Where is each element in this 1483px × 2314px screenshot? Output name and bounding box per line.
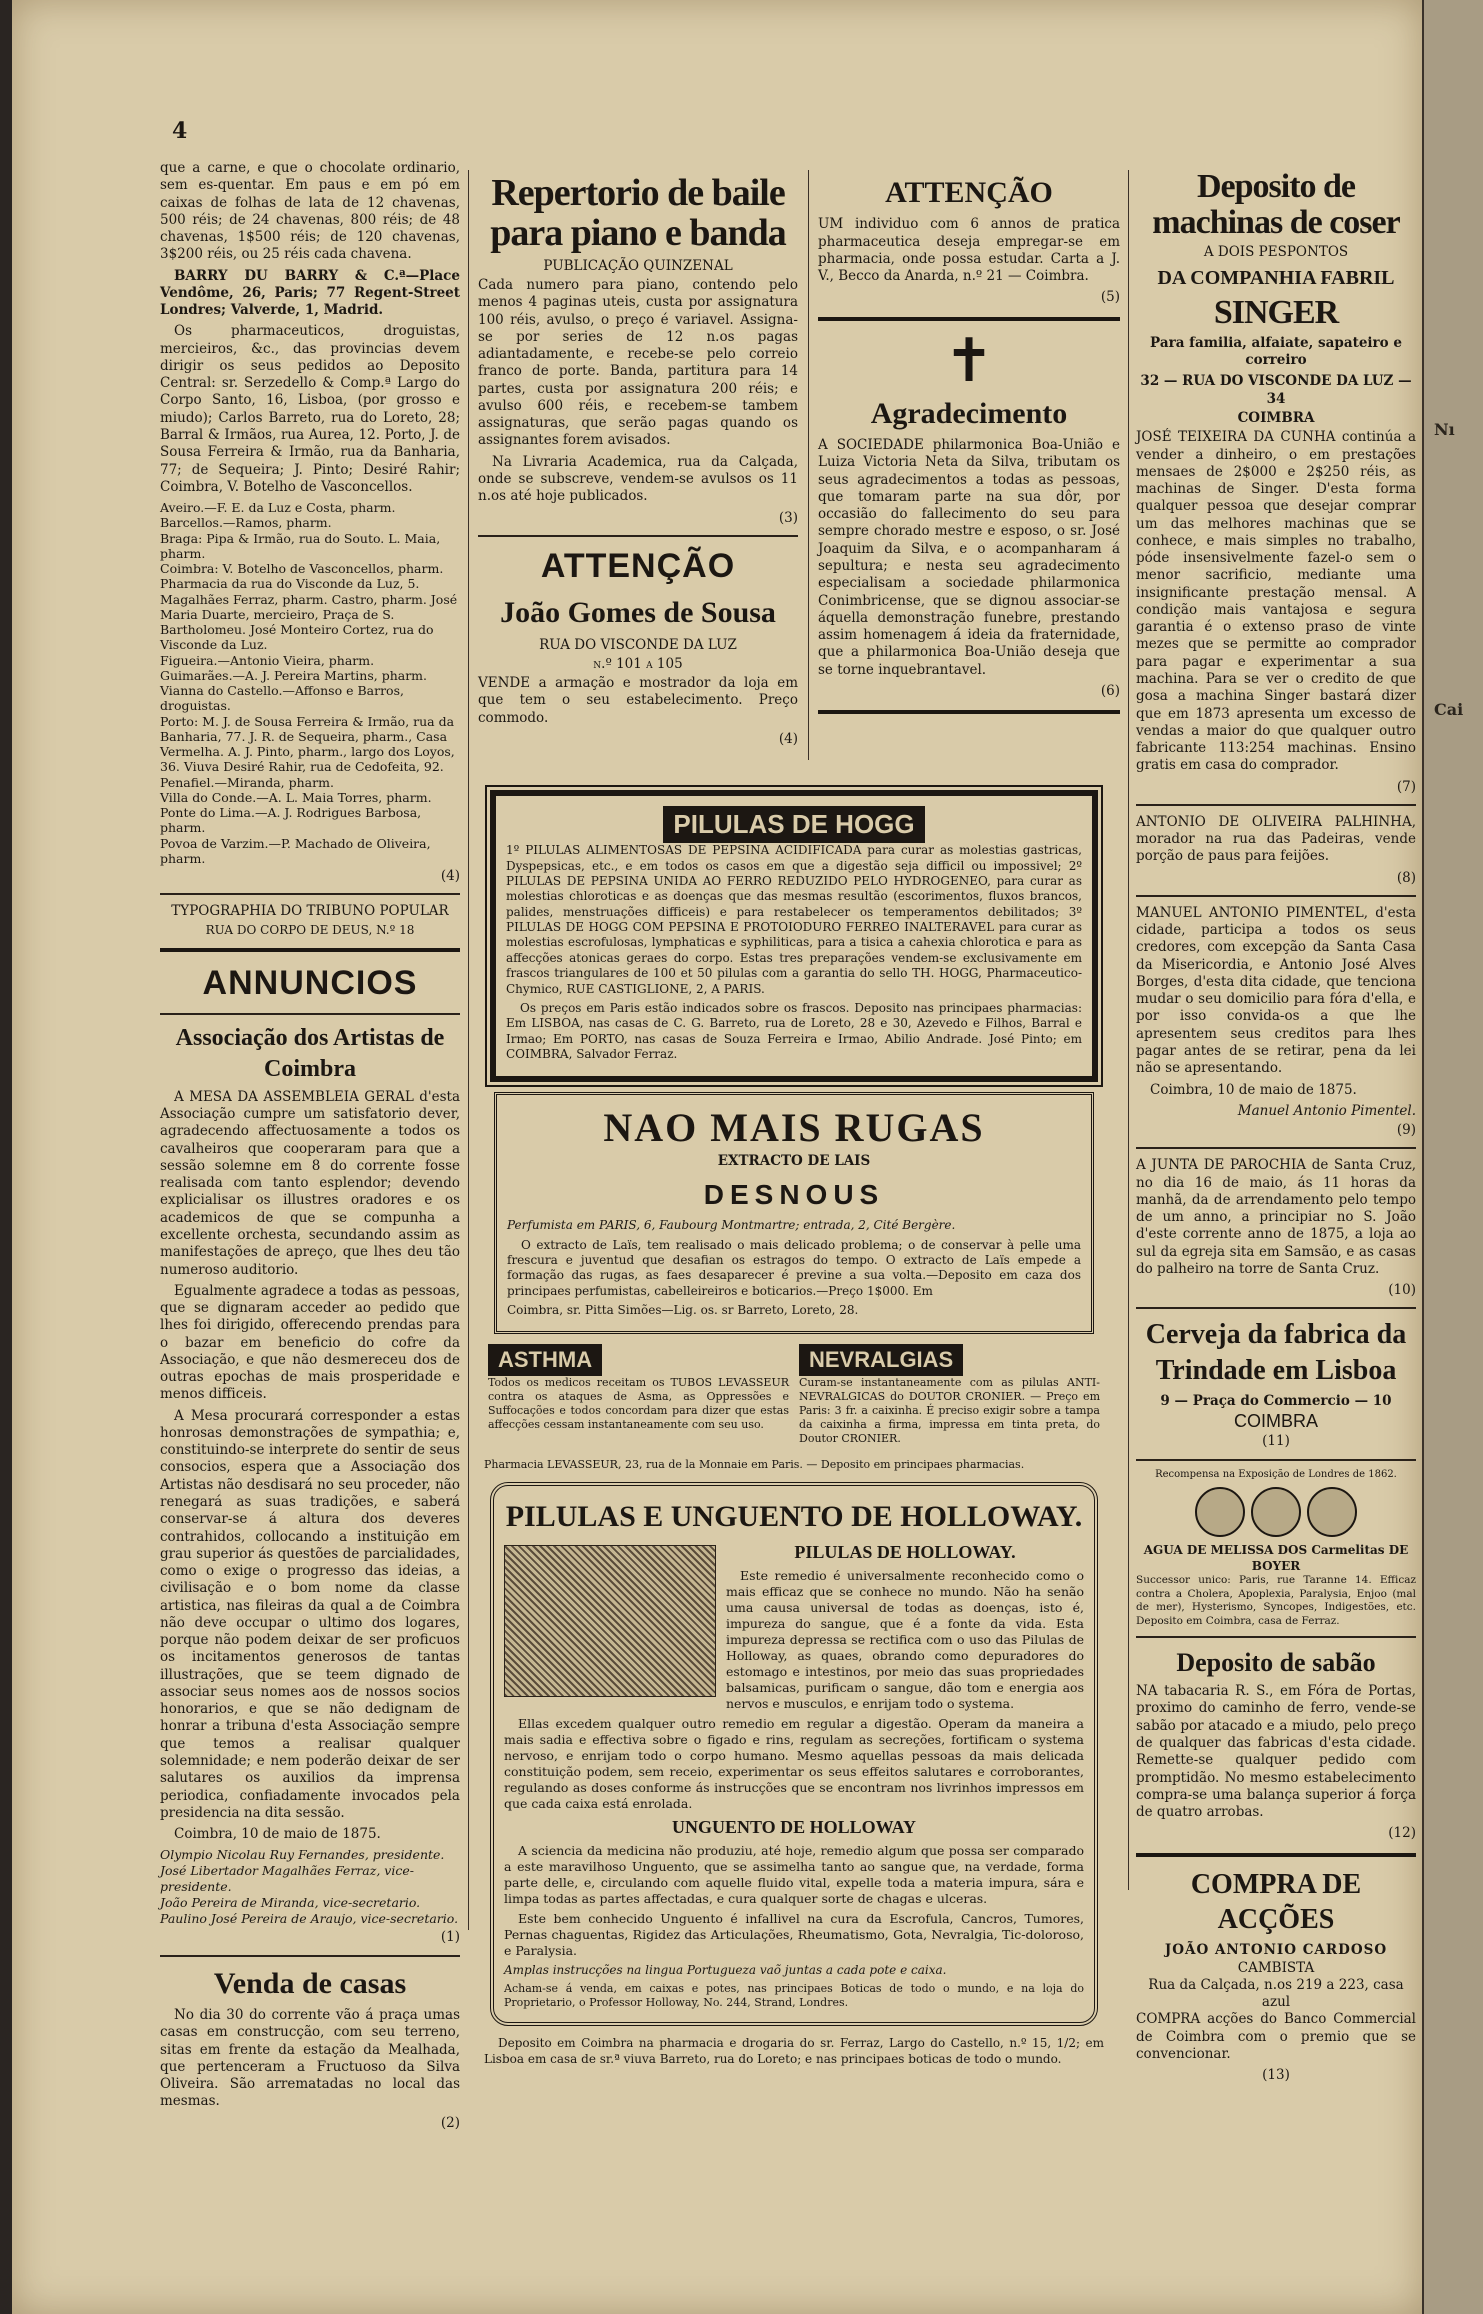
singer-subtitle-2: DA COMPANHIA FABRIL [1157, 266, 1395, 289]
pimentel-signature: Manuel Antonio Pimentel. [1237, 1102, 1416, 1119]
singer-brand: SINGER [1213, 294, 1339, 332]
chocolate-text: que a carne, e que o chocolate ordinario, sem es-quentar. Em paus e em pó em caixas de folhas de lata de 12 chavenas, 500 réis; de 24 chavenas, 800 réis; de 48 chavenas, 1$500 réis; de 120 chavenas, 3$200 réis, ou 25 réis cada chavena. [160, 160, 460, 263]
divider [818, 317, 1120, 321]
attencao-address: RUA DO VISCONDE DA LUZ [539, 636, 737, 653]
typography-address: RUA DO CORPO DE DEUS, N.º 18 [205, 922, 415, 937]
holloway-pills-heading: PILULAS DE HOLLOWAY. [794, 1541, 1016, 1562]
attencao-title: ATTENÇÃO [540, 546, 736, 585]
ref-number: (6) [1100, 682, 1120, 699]
ref-number: (11) [1262, 1433, 1290, 1450]
agent-aveiro: Aveiro.—F. E. da Luz e Costa, pharm. [160, 500, 396, 516]
agent-figueira: Figueira.—Antonio Vieira, pharm. [160, 652, 375, 668]
divider [1136, 1853, 1416, 1857]
repertorio-title: Repertorio de baile para piano e banda [490, 172, 786, 254]
annuncios-heading: ANNUNCIOS [202, 963, 418, 1002]
page-number: 4 [172, 118, 188, 144]
column-rule [808, 170, 809, 760]
venda-text: No dia 30 do corrente vão á praça umas casas em construcção, com seu terreno, sitas em frente da estação da Mealhada, que pertenceram a Fructuoso da Silva Oliveira. São arrematadas no local das mesmas. [160, 2006, 460, 2110]
ref-number: (7) [1396, 778, 1416, 795]
melissa-text: Successor unico: Paris, rue Taranne 14. Efficaz contra a Cholera, Apoplexia, Paralysia, Enjoo (mal de mer), Hysterismo, Syncopes, Indigestões, etc. Deposito em Coimbra, casa de Ferraz. [1136, 1574, 1416, 1627]
column-1 [160, 160, 460, 2138]
wide-ads [484, 780, 1104, 2071]
assoc-paragraph-1: A MESA DA ASSEMBLEIA GERAL d'esta Associação cumpre um satisfatorio dever, agradecendo affectuosamente a todos os cavalheiros que cooperaram para que a sessão solemne em 8 do corrente fosse realisada com tanto esplendor; devendo explicialisar os illustres oradores e os academicos de que se compunha a excellente orchesta, secundando assim as manifestações de apreço, que lhes deu tão numeroso auditorio. [160, 1088, 460, 1278]
column-5 [1136, 165, 1416, 2084]
hogg-deposit: Os preços em Paris estão indicados sobre os frascos. Deposito nas principaes pharmacias: Em LISBOA, nas casas de C. G. Barreto, rua de Loreto, 28 e 30, Azevedo e Filhos, Barral e Irmao; Em PORTO, nas casas de Souza Ferreira e Irmao, Abilio Andrade. José Pinto; em COIMBRA, Salvador Ferraz. [506, 1000, 1082, 1061]
melissa-title: AGUA DE MELISSA DOS Carmelitas DE BOYER [1143, 1543, 1409, 1573]
holloway-title: PILULAS E UNGUENTO DE HOLLOWAY. [505, 1500, 1083, 1534]
ref-number: (4) [778, 731, 798, 747]
medal-icon [1195, 1487, 1245, 1537]
agent-guimaraes: Guimarães.—A. J. Pereira Martins, pharm. [160, 667, 427, 683]
divider [160, 1013, 460, 1015]
hogg-ad [490, 790, 1098, 1082]
assoc-signature: Paulino José Pereira de Araujo, vice-secretario. [160, 1911, 459, 1927]
medals [1136, 1487, 1416, 1537]
column-rule [468, 170, 469, 1930]
agent-vianna: Vianna do Castello.—Affonso e Barros, droguistas. [160, 683, 404, 714]
agent-barcellos: Barcellos.—Ramos, pharm. [160, 515, 332, 531]
agent-ponte-lima: Ponte do Lima.—A. J. Rodrigues Barbosa, pharm. [160, 805, 422, 836]
holloway-text-4: Este bem conhecido Unguento é infallivel na cura da Escrofula, Cancros, Tumores, Pernas chaguentas, Rigidez das Articulações, Rheumatismo, Gota, Nevralgia, Tic-doloroso, e Paralysia. [504, 1910, 1084, 1958]
assoc-paragraph-3: A Mesa procurará corresponder a estas honrosas demonstrações de sympathia; e, constituindo-se interprete do sentir de seus consocios, espera que a Associação dos Artistas não desdisará no seu proceder, não renegará as suas tradições, e saberá conservar-se á altura dos deveres contrahidos, collocando a instituição em grau superior ás questões de parcialidades, como o exige o progresso das ideias, a civilisação e o bom nome da classe artistica, nas fileiras da qual a de Coimbra não deve occupar o ultimo dos logares, porque não podem deixar de ser proficuos os incitamentos generosos de tantas illustrações, que se teem dignado de associar seus nomes aos de nossos socios honorarios, e que se não dedignam de honrar a tribuna d'esta Associação sempre que temos a realisar qualquer solemnidade; e nem poderão deixar de ser salutares os auxilios da imprensa periodica, confiadamente invocados pela presidencia na dita sessão. [160, 1407, 460, 1821]
assoc-date: Coimbra, 10 de maio de 1875. [174, 1826, 381, 1843]
rugas-address: Perfumista em PARIS, 6, Faubourg Montmartre; entrada, 2, Cité Bergère. [507, 1218, 956, 1233]
holloway-sold: Acham-se á venda, em caixas e potes, nas principaes Boticas de todo o mundo, e na loja do Proprietario, o Professor Holloway, No. 244, Strand, Londres. [504, 1981, 1084, 2010]
ref-number: (12) [1388, 1825, 1416, 1842]
rugas-subtitle: EXTRACTO DE LAIS [717, 1153, 871, 1170]
attencao-name: João Gomes de Sousa [500, 596, 776, 630]
ref-number: (9) [1396, 1122, 1416, 1139]
holloway-instructions: Amplas instrucções na lingua Portugueza vaõ juntas a cada pote e caixa. [504, 1962, 947, 1977]
cerveja-city: COIMBRA [1233, 1411, 1318, 1432]
asthma-block [488, 1344, 789, 1451]
levasseur-footer: Pharmacia LEVASSEUR, 23, rua de la Monnaie em Paris. — Deposito em principaes pharmacias. [484, 1458, 1025, 1472]
holloway-ad [490, 1482, 1098, 2026]
deposit-text: Os pharmaceuticos, droguistas, mercieiros, &c., das provincias devem dirigir os seus pedidos ao Deposito Central: sr. Serzedello & Comp.ª Largo do Corpo Santo, 16, Lisboa, (por grosso e miudo); Carlos Barreto, rua do Loreto, 28; Barral & Irmãos, rua Aurea, 12. Porto, J. de Sousa Ferreira & Irmão, rua da Banharia, 77; de Sequeira; J. Pinto; Desiré Rahir; Coimbra, V. Botelho de Vasconcellos. [160, 323, 460, 495]
divider [1136, 1307, 1416, 1309]
holloway-deposit: Deposito em Coimbra na pharmacia e drogaria do sr. Ferraz, Largo do Castello, n.º 15, 1/2; em Lisboa em casa de sr.ª viuva Barreto, rua do Loreto; e nas principaes boticas de todo o mundo. [484, 2036, 1104, 2066]
repertorio-text: Cada numero para piano, contendo pelo menos 4 paginas uteis, custa por assignatura 100 réis, avulso, o preço é variavel. Assigna-se por series de 12 n.os pagas adiantadamente, e recebe-se pelo correio franco de porte. Banda, partitura para 14 partes, custa por assignatura 200 réis; e avulso 600 réis, e recebem-se tambem assignaturas, que serão pagas quando os assignantes forem avisados. [478, 277, 798, 449]
ref-number: (4) [440, 868, 460, 885]
sabao-text: NA tabacaria R. S., em Fóra de Portas, proximo do caminho de ferro, vende-se sabão por atacado e a miudo, pelo preço de qualquer das fabricas d'esta cidade. Remette-se qualquer pedido com promptidão. No mesmo estabelecimento compra-se uma balança superior á força de quatro arrobas. [1136, 1683, 1416, 1821]
ref-number: (8) [1396, 869, 1416, 886]
agradecimento-text: A SOCIEDADE philarmonica Boa-União e Luiza Victoria Neta da Silva, tributam os seus agradecimentos a todas as pessoas, que tomaram parte na sua dôr, por occasião do fallecimento do seu para sempre chorado mestre e esposo, o sr. José Joaquim da Silva, e o acompanharam á sepultura; e nesta seu agradecimento especialisam a sociedade philarmonica Conimbricense, que se dignou associar-se áquella demonstração funebre, prestando assim homenagem á ideia da fraternidade, que a philarmonica Boa-União deseja que se torne inquebrantavel. [818, 437, 1120, 678]
adjacent-page-edge [1422, 0, 1483, 2314]
rugas-brand: DESNOUS [703, 1178, 885, 1210]
accoes-address: Rua da Calçada, n.os 219 a 223, casa azul [1148, 1976, 1404, 2011]
agent-penafiel: Penafiel.—Miranda, pharm. [160, 774, 334, 790]
accoes-name: JOÃO ANTONIO CARDOSO [1164, 1942, 1388, 1959]
junta-text: A JUNTA DE PAROCHIA de Santa Cruz, no dia 16 de maio, ás 11 horas da manhã, da de arrendamento pelo tempo de um anno, a principiar no S. João d'este corrente anno de 1875, a loja ao sul da egreja sita em Samsão, e as casas do palheiro na torre de Santa Cruz. [1136, 1157, 1416, 1277]
pimentel-text: MANUEL ANTONIO PIMENTEL, d'esta cidade, participa a todos os seus credores, com excepção da Santa Casa da Misericordia, e Antonio José Alves Borges, d'esta dita cidade, que tenciona mudar o seu domicilio para fóra d'ella, e por isso convida-os a que lhe apresentem seus creditos para lhes pagar antes de se retirar, pena da lei não se apresentando. [1136, 904, 1416, 1077]
cerveja-title: Cerveja da fabrica da Trindade em Lisboa [1145, 1319, 1407, 1387]
sabao-title: Deposito de sabão [1176, 1647, 1376, 1677]
divider [160, 1955, 460, 1957]
pimentel-date: Coimbra, 10 de maio de 1875. [1150, 1081, 1357, 1098]
assoc-paragraph-2: Egualmente agradece a todas as pessoas, que se dignaram acceder ao pedido que lhes foi dirigido, offerecendo prendas para o bazar em beneficio do cofre da Associação, e que não desmereceu dos de outras epochas de mais prosperidade e menos difficeis. [160, 1282, 460, 1403]
divider [1136, 895, 1416, 897]
adjacent-page-fragment: Cai [1434, 700, 1464, 719]
divider [160, 948, 460, 952]
attencao-text: UM individuo com 6 annos de pratica pharmaceutica deseja empregar-se em pharmacia, onde possa estudar. Carta a J. V., Becco da Anarda, n.º 21 — Coimbra. [818, 216, 1120, 285]
repertorio-text-2: Na Livraria Academica, rua da Calçada, onde se subscreve, vendem-se avulsos os 11 n.os até hoje publicados. [478, 453, 798, 505]
divider [1136, 1459, 1416, 1461]
asthma-text: Todos os medicos receitam os TUBOS LEVASSEUR contra os ataques de Asma, as Oppressões e Suffocações e todos concordam para dizer que estas affecções cessam instantaneamente com seu uso. [488, 1375, 789, 1431]
cross-icon: ✝ [943, 325, 995, 396]
cerveja-address: 9 — Praça do Commercio — 10 [1160, 1393, 1392, 1410]
assoc-signature: João Pereira de Miranda, vice-secretario. [160, 1895, 421, 1911]
palhinha-text: ANTONIO DE OLIVEIRA PALHINHA, morador na rua das Padeiras, vende porção de paus para feijões. [1136, 813, 1416, 865]
attencao-number: n.º 101 a 105 [593, 655, 683, 672]
divider [818, 710, 1120, 714]
asthma-title: ASTHMA [488, 1344, 602, 1376]
holloway-text-2: Ellas excedem qualquer outro remedio em regular a digestão. Operam da maneira a mais sadia e effectiva sobre o figado e rins, regulam as secreções, fortificam o systema nervoso, e enrijam todo o corpo humano. Mesmo aquellas pessoas da mais delicada constituição podem, sem receio, experimentar os seus effeitos salutares e corroborantes, regulando as doses conforme ás instrucções que se encontram nos livrinhos impressos em que cada caixa está enrolada. [504, 1715, 1084, 1811]
agent-villa-conde: Villa do Conde.—A. L. Maia Torres, pharm. [160, 789, 432, 805]
adjacent-page-fragment: Nı [1434, 420, 1455, 439]
dubarry-address: BARRY DU BARRY & C.ª—Place Vendôme, 26, Paris; 77 Regent-Street Londres; Valverde, 1, Madrid. [160, 267, 460, 319]
divider [1136, 1636, 1416, 1638]
column-rule [1128, 170, 1129, 1890]
divider [160, 893, 460, 895]
asthma-nevralgias-ad [488, 1344, 1100, 1451]
rugas-coimbra: Coimbra, sr. Pitta Simões—Lig. os. sr Barreto, Loreto, 28. [507, 1303, 859, 1318]
divider [1136, 804, 1416, 806]
singer-address: 32 — RUA DO VISCONDE DA LUZ — 34 [1140, 373, 1412, 407]
agent-povoa: Povoa de Varzim.—P. Machado de Oliveira, pharm. [160, 835, 431, 866]
assoc-signature: Olympio Nicolau Ruy Fernandes, presidente. [160, 1847, 445, 1863]
nevralgias-text: Curam-se instantaneamente com as pilulas ANTI-NEVRALGICAS do DOUTOR CRONIER. — Preço em Paris: 3 fr. a caixinha. É preciso exigir sobre a tampa da caixinha a firma, impressa em tinta preta, do Doutor CRONIER. [799, 1375, 1100, 1446]
singer-subtitle-1: A DOIS PESPONTOS [1203, 244, 1349, 261]
divider [1136, 1147, 1416, 1149]
venda-title: Venda de casas [213, 1966, 407, 2000]
holloway-ointment-heading: UNGUENTO DE HOLLOWAY [671, 1816, 917, 1837]
ref-number: (13) [1262, 2067, 1290, 2084]
column-2 [478, 170, 798, 754]
hogg-text: 1º PILULAS ALIMENTOSAS DE PEPSINA ACIDIFICADA para curar as molestias gastricas, Dyspepsicas, etc., e em todos os casos em que a digestão seja difficil ou impossivel; 2º PILULAS DE PEPSINA UNIDA AO FERRO REDUZIDO PELO HYDROGENEO, para curar as molestias chloroticas e as doenças que das mesmas resultão (escorimentos, fluxos brancos, palides, menstruações difficeis) e para restabelecer os temperamentos debilitados; 3º PILULAS DE HOGG COM PEPSINA E PROTOIODURO FERREO INALTERAVEL para curar as molestias escrofulosas, lymphaticas e syphiliticas, para a tisica a cahexia chlorotica e para as affecções atonicas geraes do corpo. Estas tres preparações vendem-se exclusivamente em frascos triangulares de 100 et 50 pilulas com a garantia do sello TH. HOGG, Pharmaceutico-Chymico, RUE CASTIGLIONE, 2, A PARIS. [506, 843, 1082, 996]
holloway-text-1: Este remedio é universalmente reconhecido como o mais efficaz que se conhece no mundo. Não ha senão uma causa universal de todas as doenças, isto é, impureza do sangue, que é a fonte da vida. Esta impureza depressa se rectifica com o uso das Pilulas de Holloway, as quaes, obrando como depuradores do estomago e intestinos, por meio das suas propriedades balsamicas, purificam o sangue, dão tom e energia aos nervos e musculos, e enrijam todo o systema. [726, 1567, 1084, 1711]
medal-icon [1251, 1487, 1301, 1537]
attencao-text: VENDE a armação e mostrador da loja em que tem o seu estabelecimento. Preço commodo. [478, 675, 798, 726]
divider [478, 535, 798, 537]
singer-title: Deposito de machinas de coser [1152, 168, 1400, 241]
melissa-award: Recompensa na Exposição de Londres de 1862. [1155, 1468, 1397, 1480]
ref-number: (10) [1388, 1282, 1416, 1299]
nevralgias-block [799, 1344, 1100, 1451]
accoes-role: CAMBISTA [1237, 1959, 1315, 1976]
assoc-signature: José Libertador Magalhães Ferraz, vice-presidente. [160, 1863, 414, 1895]
attencao-heading: ATTENÇÃO [885, 176, 1053, 209]
agent-coimbra: Coimbra: V. Botelho de Vasconcellos, pharm. Pharmacia da rua do Visconde da Luz, 5. Magalhães Ferraz, pharm. Castro, pharm. José Maria Duarte, mercieiro, Praça de S. Bartholomeu. José Monteiro Cortez, rua do Visconde da Luz. [160, 561, 458, 653]
ref-number: (5) [1100, 289, 1120, 306]
rugas-text: O extracto de Laïs, tem realisado o mais delicado problema; o de conservar à pelle uma frescura e juventud que desafian os estragos do tempo. O extracto de Laïs empede a formação das rugas, as faes desaparecer é previne a sua volta.—Deposito em caza dos principaes perfumistas, cabelleireiros e boticarios.—Preço 1$000. Em [507, 1237, 1081, 1298]
rugas-ad [494, 1092, 1094, 1333]
nevralgias-title: NEVRALGIAS [799, 1344, 963, 1376]
hogg-title: PILULAS DE HOGG [663, 806, 924, 843]
agent-list [160, 500, 460, 866]
repertorio-subtitle: PUBLICAÇÃO QUINZENAL [543, 257, 733, 274]
assoc-signatures [160, 1847, 460, 1927]
assoc-title: Associação dos Artistas de Coimbra [175, 1025, 445, 1083]
ref-number: (3) [778, 509, 798, 526]
singer-text: JOSÉ TEIXEIRA DA CUNHA continúa a vender a dinheiro, o em prestações mensaes de 2$000 e 2$250 réis, as machinas de Singer. D'esta forma qualquer pessoa que desejar comprar um das melhores machinas que se conhece, e mais simples no trabalho, póde insensivelmente fazel-o sem o menor sacrificio, mediante uma insignificante prestação mensal. A condição mais vantajosa e segura garantia é o extenso praso de vinte mezes que se permitte ao comprador para pagar e experimentar a sua machina. Para se ver o credito de que gosa a machina Singer bastará dizer que em 1873 apresenta um excesso de vendas a maior do que qualquer outro fabricante 113:254 machinas. Ensino gratis em casa do comprador. [1136, 429, 1416, 774]
holloway-engraving-image [504, 1545, 716, 1697]
singer-city: COIMBRA [1237, 409, 1315, 426]
medal-icon [1307, 1487, 1357, 1537]
ref-number: (1) [440, 1929, 460, 1946]
column-3 [818, 170, 1120, 724]
rugas-title: NAO MAIS RUGAS [603, 1105, 985, 1151]
typography-name: TYPOGRAPHIA DO TRIBUNO POPULAR [171, 903, 449, 920]
accoes-title: COMPRA DE ACÇÕES [1190, 1868, 1362, 1936]
singer-subtitle-3: Para familia, alfaiate, sapateiro e correiro [1150, 334, 1402, 369]
holloway-text-3: A sciencia da medicina não produziu, até hoje, remedio algum que possa ser comparado a este maravilhoso Unguento, que se assimelha tanto ao sangue que, na verdade, forma parte delle, e, circulando com aquelle fluido vital, expelle toda a materia impura, sára e limpa todas as partes affectadas, e cura qualquer sorte de chagas e ulceras. [504, 1842, 1084, 1906]
agent-porto: Porto: M. J. de Sousa Ferreira & Irmão, rua da Banharia, 77. J. R. de Sequeira, pharm., Casa Vermelha. A. J. Pinto, pharm., largo dos Loyos, 36. Viuva Desiré Rahir, rua de Cedofeita, 92. [160, 713, 455, 775]
agradecimento-title: Agradecimento [870, 396, 1068, 430]
newspaper-page [12, 0, 1422, 2314]
accoes-text: COMPRA acções do Banco Commercial de Coimbra com o premio que se convencionar. [1136, 2011, 1416, 2062]
agent-braga: Braga: Pipa & Irmão, rua do Souto. L. Maia, pharm. [160, 530, 441, 561]
ref-number: (2) [440, 2114, 460, 2131]
